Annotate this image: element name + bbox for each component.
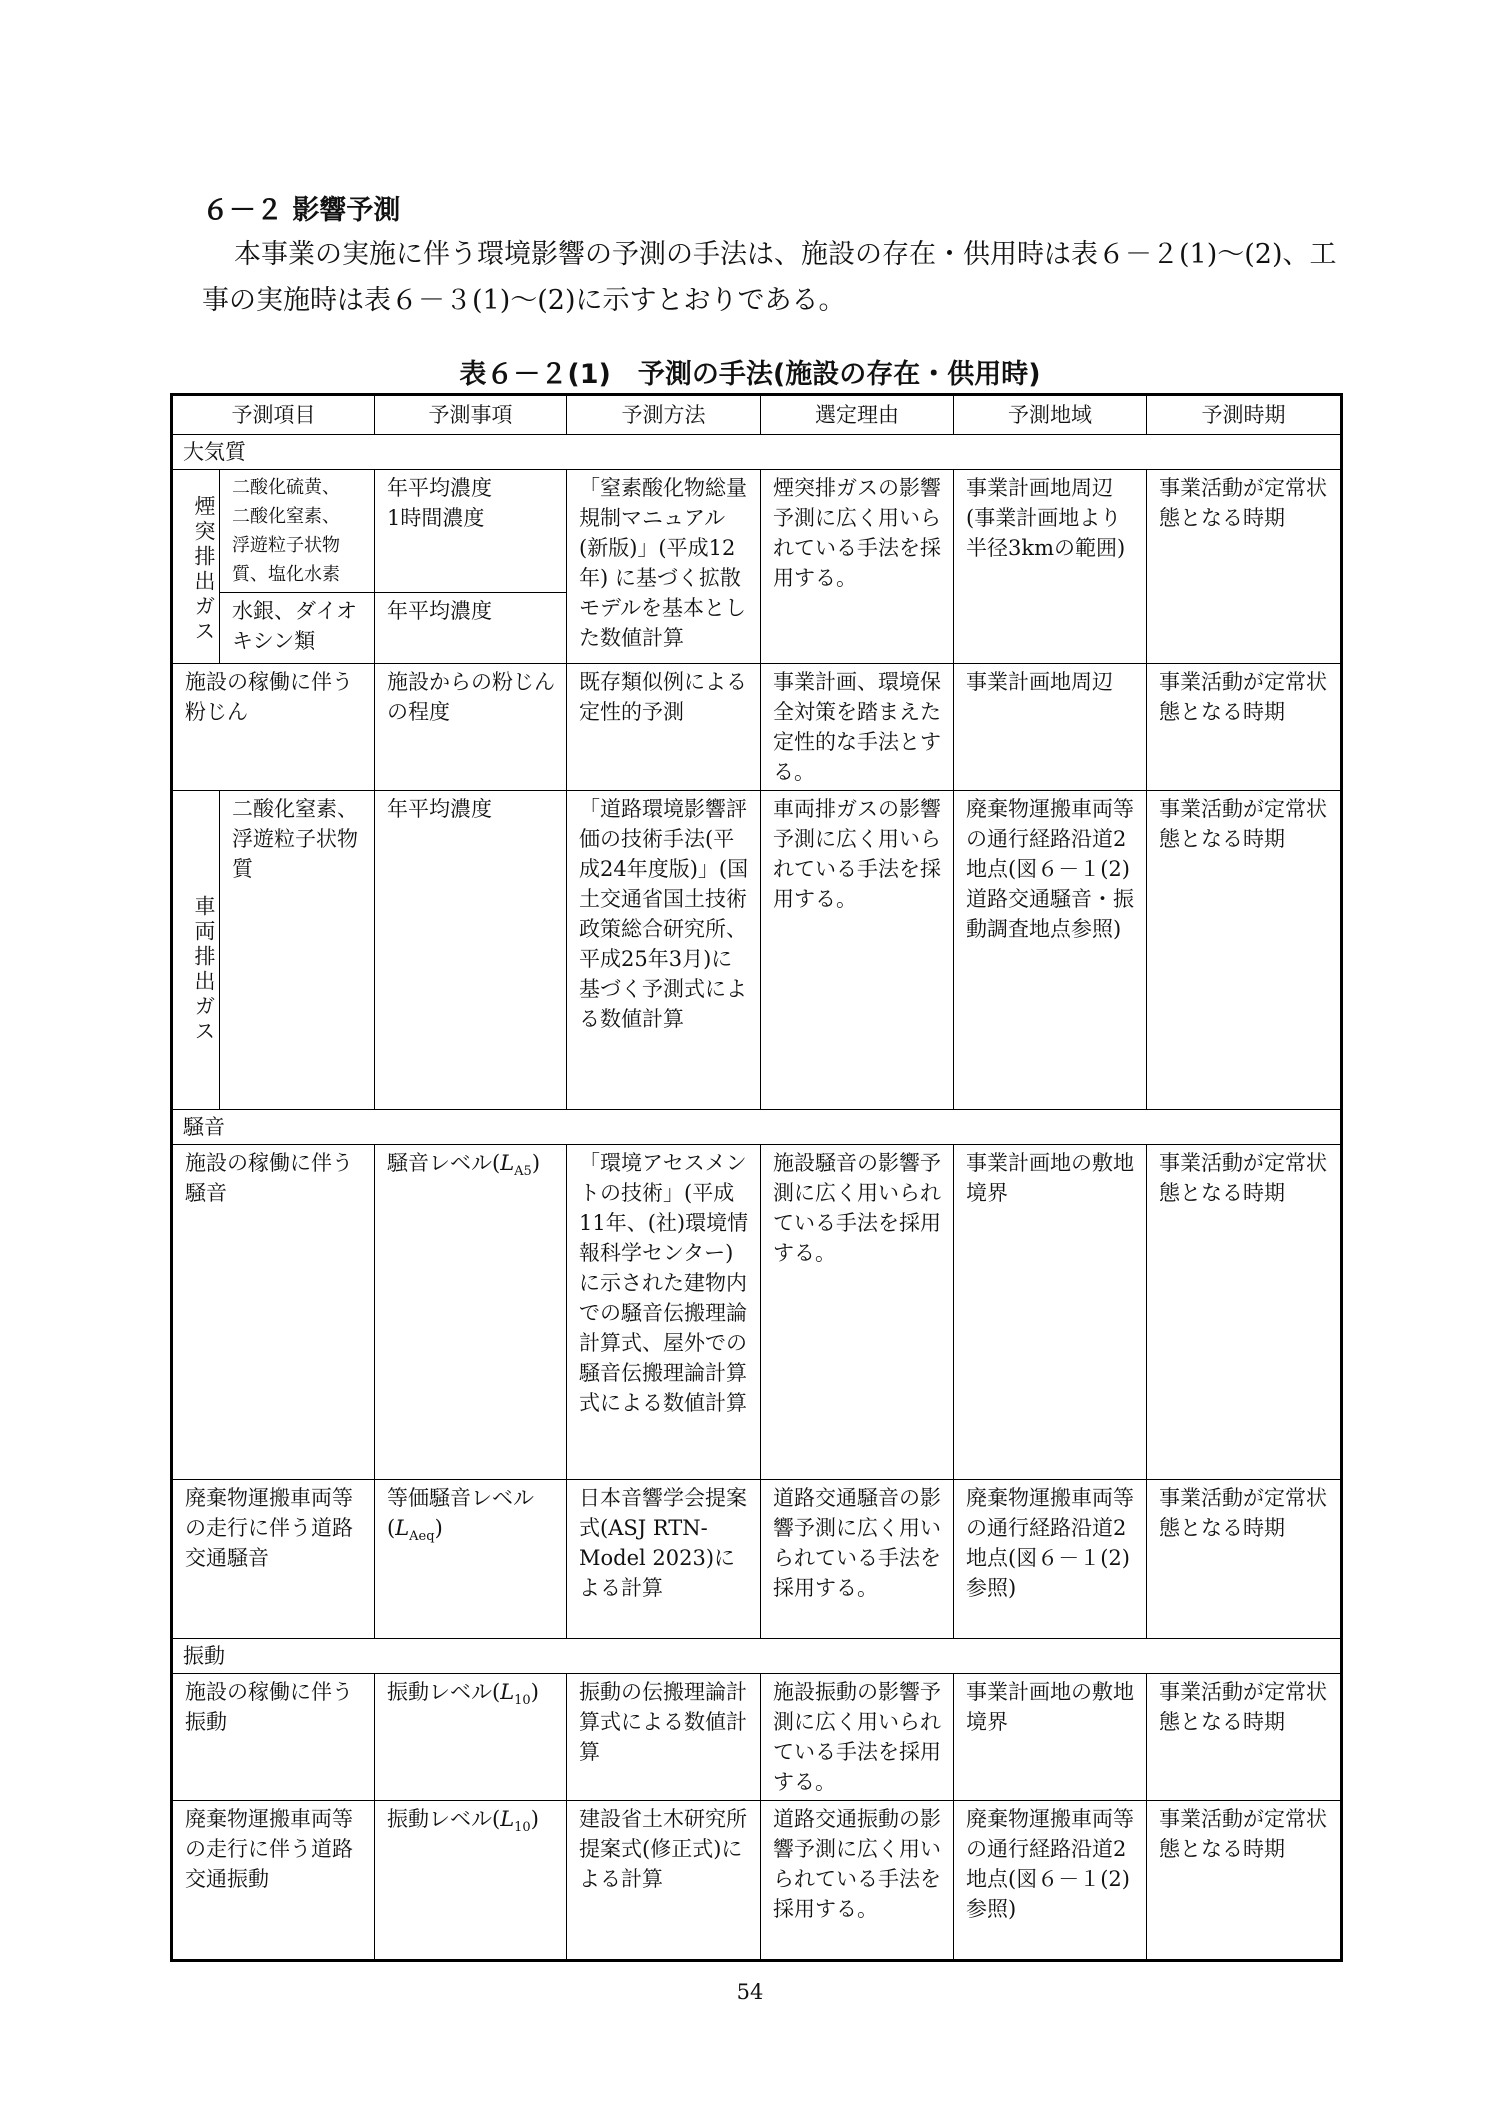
matter-symbol: L bbox=[500, 1151, 515, 1175]
col-header: 予測時期 bbox=[1147, 395, 1342, 435]
matter-symbol: L bbox=[500, 1680, 515, 1704]
page-number: 54 bbox=[736, 1980, 764, 2004]
cell-area: 廃棄物運搬車両等の通行経路沿道2地点(図６－１(2)参照) bbox=[954, 1480, 1147, 1639]
cell-reason: 事業計画、環境保全対策を踏まえた定性的な手法とする。 bbox=[761, 664, 954, 791]
table-row bbox=[172, 1480, 1342, 1639]
category-row-air bbox=[172, 435, 1342, 470]
cell-item: 二酸化硫黄、 二酸化窒素、 浮遊粒子状物 質、塩化水素 bbox=[220, 470, 375, 593]
matter-subscript: A5 bbox=[514, 1164, 532, 1180]
cell-item: 施設の稼働に伴う粉じん bbox=[172, 664, 375, 791]
matter-symbol: L bbox=[500, 1807, 515, 1831]
cell-method: 「環境アセスメントの技術」(平成11年、(社)環境情報科学センター)に示された建物内での騒音伝搬理論計算式、屋外での騒音伝搬理論計算式による数値計算 bbox=[567, 1145, 761, 1480]
group-label-vehicle: 車両排出ガス bbox=[172, 791, 220, 1110]
matter-suffix: ) bbox=[530, 1807, 539, 1831]
col-header: 予測方法 bbox=[567, 395, 761, 435]
cell-matter bbox=[375, 1674, 567, 1801]
cell-matter bbox=[375, 1480, 567, 1639]
matter-subscript: Aeq bbox=[409, 1529, 435, 1545]
matter-prefix: 騒音レベル( bbox=[387, 1151, 501, 1175]
cell-matter: 年平均濃度 bbox=[375, 593, 567, 664]
cell-period: 事業活動が定常状態となる時期 bbox=[1147, 664, 1342, 791]
section-heading: ６－２ 影響予測 bbox=[202, 195, 401, 226]
cell-method: 既存類似例による定性的予測 bbox=[567, 664, 761, 791]
category-label: 大気質 bbox=[172, 435, 1342, 470]
cell-item: 廃棄物運搬車両等の走行に伴う道路交通振動 bbox=[172, 1801, 375, 1961]
table-header-row bbox=[172, 395, 1342, 435]
cell-item: 水銀、ダイオキシン類 bbox=[220, 593, 375, 664]
table-row bbox=[172, 470, 1342, 593]
matter-prefix: 振動レベル( bbox=[387, 1680, 501, 1704]
cell-area: 事業計画地周辺 bbox=[954, 664, 1147, 791]
col-header: 予測地域 bbox=[954, 395, 1147, 435]
cell-area: 事業計画地の敷地境界 bbox=[954, 1145, 1147, 1480]
col-header: 選定理由 bbox=[761, 395, 954, 435]
table-row bbox=[172, 1801, 1342, 1961]
table-row bbox=[172, 1145, 1342, 1480]
cell-area: 事業計画地の敷地境界 bbox=[954, 1674, 1147, 1801]
table-row bbox=[172, 1674, 1342, 1801]
cell-matter bbox=[375, 1145, 567, 1480]
matter-subscript: 10 bbox=[514, 1820, 531, 1836]
group-label-stack: 煙突排出ガス bbox=[172, 470, 220, 664]
cell-period: 事業活動が定常状態となる時期 bbox=[1147, 1145, 1342, 1480]
cell-period: 事業活動が定常状態となる時期 bbox=[1147, 1480, 1342, 1639]
cell-method: 建設省土木研究所提案式(修正式)による計算 bbox=[567, 1801, 761, 1961]
cell-period: 事業活動が定常状態となる時期 bbox=[1147, 470, 1342, 664]
col-header: 予測事項 bbox=[375, 395, 567, 435]
table-row bbox=[172, 664, 1342, 791]
table-row bbox=[172, 791, 1342, 1110]
category-row-noise bbox=[172, 1110, 1342, 1145]
matter-symbol: L bbox=[395, 1516, 410, 1540]
cell-item: 施設の稼働に伴う騒音 bbox=[172, 1145, 375, 1480]
cell-item: 廃棄物運搬車両等の走行に伴う道路交通騒音 bbox=[172, 1480, 375, 1639]
cell-period: 事業活動が定常状態となる時期 bbox=[1147, 791, 1342, 1110]
matter-suffix: ) bbox=[434, 1516, 443, 1540]
matter-subscript: 10 bbox=[514, 1693, 531, 1709]
matter-suffix: ) bbox=[531, 1151, 541, 1175]
cell-period: 事業活動が定常状態となる時期 bbox=[1147, 1801, 1342, 1961]
cell-reason: 施設振動の影響予測に広く用いられている手法を採用する。 bbox=[761, 1674, 954, 1801]
category-row-vibration bbox=[172, 1639, 1342, 1674]
category-label: 騒音 bbox=[172, 1110, 1342, 1145]
cell-method: 「道路環境影響評価の技術手法(平成24年度版)」(国土交通省国土技術政策総合研究所、平成25年3月)に基づく予測式による数値計算 bbox=[567, 791, 761, 1110]
cell-area: 廃棄物運搬車両等の通行経路沿道2地点(図６－１(2)道路交通騒音・振動調査地点参照) bbox=[954, 791, 1147, 1110]
cell-method: 日本音響学会提案式(ASJ RTN-Model 2023)による計算 bbox=[567, 1480, 761, 1639]
cell-period: 事業活動が定常状態となる時期 bbox=[1147, 1674, 1342, 1801]
cell-matter bbox=[375, 1801, 567, 1961]
prediction-methods-table bbox=[170, 393, 1343, 1962]
cell-reason: 道路交通騒音の影響予測に広く用いられている手法を採用する。 bbox=[761, 1480, 954, 1639]
matter-prefix: 振動レベル( bbox=[387, 1807, 501, 1831]
intro-paragraph: 本事業の実施に伴う環境影響の予測の手法は、施設の存在・供用時は表６－２(1)～(2)、工事の実施時は表６－３(1)～(2)に示すとおりである。 bbox=[202, 239, 1337, 316]
col-header: 予測項目 bbox=[172, 395, 375, 435]
matter-suffix: ) bbox=[530, 1680, 539, 1704]
cell-reason: 道路交通振動の影響予測に広く用いられている手法を採用する。 bbox=[761, 1801, 954, 1961]
category-label: 振動 bbox=[172, 1639, 1342, 1674]
cell-matter: 施設からの粉じんの程度 bbox=[375, 664, 567, 791]
cell-area: 廃棄物運搬車両等の通行経路沿道2地点(図６－１(2)参照) bbox=[954, 1801, 1147, 1961]
cell-reason: 煙突排ガスの影響予測に広く用いられている手法を採用する。 bbox=[761, 470, 954, 664]
cell-method: 「窒素酸化物総量規制マニュアル(新版)」(平成12年) に基づく拡散モデルを基本とした数値計算 bbox=[567, 470, 761, 664]
cell-area: 事業計画地周辺(事業計画地より半径3kmの範囲) bbox=[954, 470, 1147, 664]
cell-reason: 施設騒音の影響予測に広く用いられている手法を採用する。 bbox=[761, 1145, 954, 1480]
cell-item: 施設の稼働に伴う振動 bbox=[172, 1674, 375, 1801]
matter-prefix: 等価騒音レベル ( bbox=[387, 1486, 534, 1540]
table-caption: 表６－２(1) 予測の手法(施設の存在・供用時) bbox=[459, 359, 1041, 390]
cell-matter: 年平均濃度 bbox=[375, 791, 567, 1110]
cell-item: 二酸化窒素、浮遊粒子状物質 bbox=[220, 791, 375, 1110]
cell-reason: 車両排ガスの影響予測に広く用いられている手法を採用する。 bbox=[761, 791, 954, 1110]
cell-matter: 年平均濃度 1時間濃度 bbox=[375, 470, 567, 593]
cell-method: 振動の伝搬理論計算式による数値計算 bbox=[567, 1674, 761, 1801]
